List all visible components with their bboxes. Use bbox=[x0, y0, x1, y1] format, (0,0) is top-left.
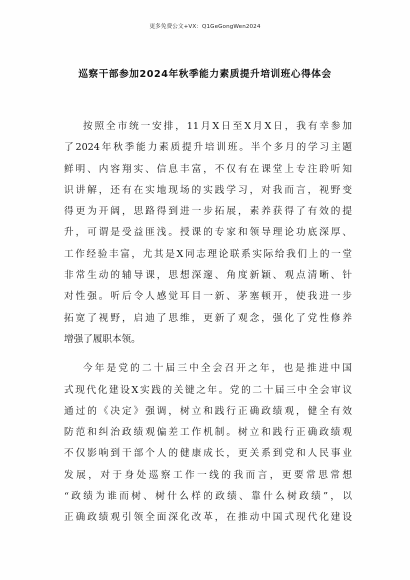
paragraph-1 bbox=[64, 116, 352, 350]
paragraph-line: 得更为开阔，思路得到进一步拓展，素养获得了有效的提 bbox=[64, 206, 352, 218]
paragraph-line: “政绩为谁而树、树什么样的政绩、靠什么树政绩”，以 bbox=[64, 491, 352, 503]
paragraph-line: 防范和纠治政绩观偏差工作机制。树立和践行正确政绩观 bbox=[64, 427, 352, 439]
paragraph-line: 升，可谓是受益匪浅。授课的专家和领导理论功底深厚、 bbox=[64, 227, 352, 239]
paragraph-line: 增强了履职本领。 bbox=[64, 333, 141, 345]
paragraph-line: 工作经验丰富，尤其是X同志理论联系实际给我们上的一堂 bbox=[64, 248, 352, 260]
paragraph-line: 今年是党的二十届三中全会召开之年，也是推进中国 bbox=[83, 363, 352, 375]
paragraph-line: 拓宽了视野，启迪了思维，更新了观念，强化了党性修养 bbox=[64, 312, 352, 324]
paragraph-gap bbox=[64, 350, 352, 358]
paragraph-line: 通过的《决定》强调，树立和践行正确政绩观，健全有效 bbox=[64, 405, 352, 417]
document-body bbox=[64, 116, 352, 529]
document-title: 巡察干部参加2024年秋季能力素质提升培训班心得体会 bbox=[78, 69, 332, 80]
paragraph-line: 正确政绩观引领全面深化改革，在推动中国式现代化建设 bbox=[64, 512, 352, 524]
paragraph-2 bbox=[64, 358, 352, 528]
paragraph-line: 式现代化建设X实践的关键之年。党的二十届三中全会审议 bbox=[64, 384, 352, 396]
paragraph-line: 识讲解，还有在实地现场的实践学习，对我而言，视野变 bbox=[64, 184, 352, 196]
paragraph-line: 了2024年秋季能力素质提升培训班。半个多月的学习主题 bbox=[64, 142, 352, 154]
paragraph-line: 非常生动的辅导课，思想深邃、角度新颖、观点清晰、针 bbox=[64, 270, 352, 282]
paragraph-line: 不仅影响到干部个人的健康成长，更关系到党和人民事业 bbox=[64, 448, 352, 460]
paragraph-line: 发展，对于身处巡察工作一线的我而言，更要常思常想 bbox=[64, 469, 352, 481]
paragraph-line: 对性强。听后令人感觉耳目一新、茅塞顿开，使我进一步 bbox=[64, 291, 352, 303]
paragraph-line: 按照全市统一安排，11月X日至X月X日，我有幸参加 bbox=[83, 121, 352, 132]
header-note: 更多免费公文+VX：Q1GeGongWen2024 bbox=[149, 24, 261, 30]
paragraph-line: 鲜明、内容翔实、信息丰富，不仅有在课堂上专注聆听知 bbox=[64, 163, 352, 175]
